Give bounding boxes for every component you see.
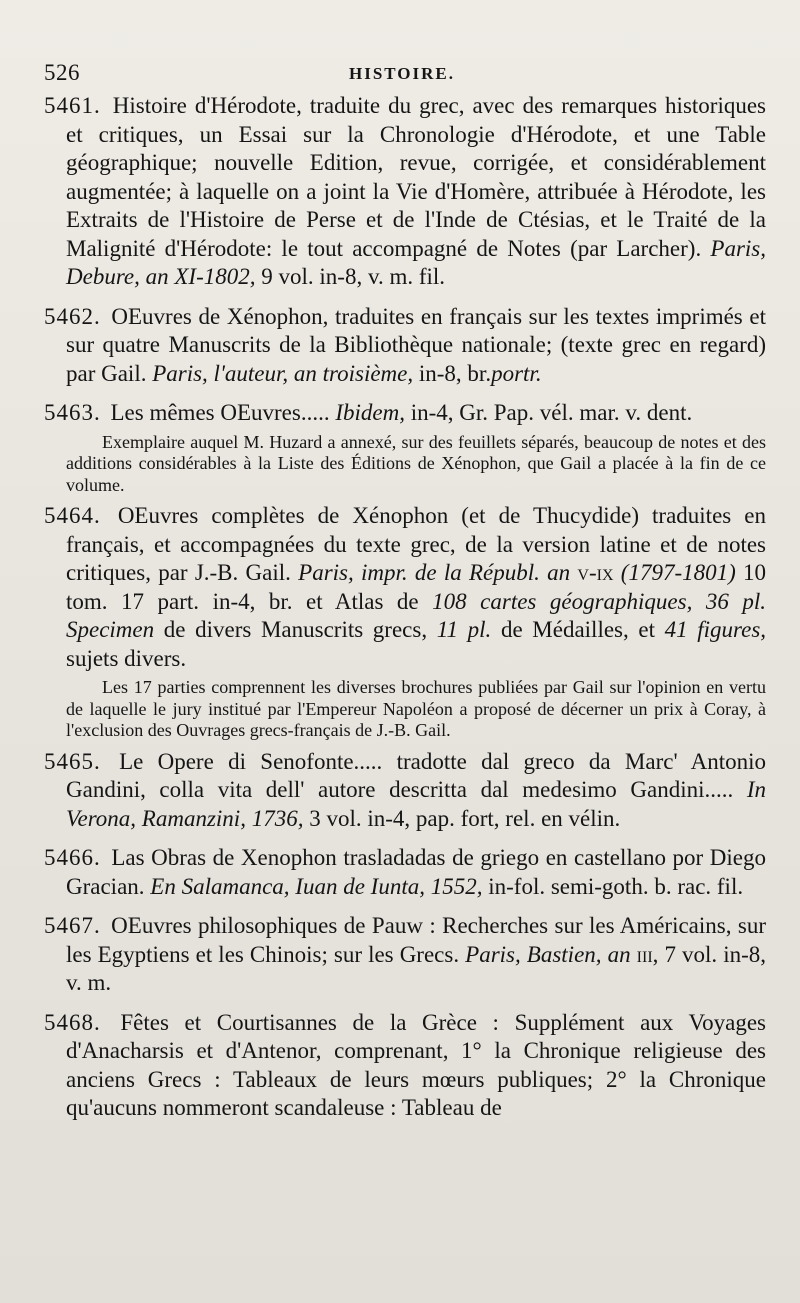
entry-imprint: Ibidem,	[335, 400, 405, 425]
running-head: HISTOIRE.	[348, 64, 456, 83]
entry-number: 5467.	[44, 913, 101, 938]
entry-text: OEuvres de Xénophon, traduites en français sur les textes imprimés et sur quatre Manuscrits de la Bibliothèque nationale; (texte grec en regard) par Gail.	[66, 303, 766, 386]
entry-number: 5461.	[44, 93, 101, 118]
catalogue-entry-5468	[44, 1009, 766, 1123]
entry-number: 5468.	[44, 1009, 101, 1035]
entry-note-5463: Exemplaire auquel M. Huzard a annexé, sur des feuillets séparés, beaucoup de notes et des additions considérables à la Liste des Éditions de Xénophon, que Gail a placée à la fin de ce volume.	[66, 431, 766, 495]
catalogue-entry-5463	[44, 399, 766, 428]
catalogue-entry-5466	[44, 844, 766, 901]
catalogue-entry-5467	[44, 912, 766, 998]
entry-text: Fêtes et Courtisannes de la Grèce : Supplément aux Voyages d'Anacharsis et d'Antenor, comprenant, 1° la Chronique religieuse des anciens Grecs : Tableaux de leurs mœurs publiques; 2° la Chronique qu'aucuns nommeront scandaleuse : Tableau de	[66, 1009, 766, 1120]
entry-format: 7 vol. in-8, v. m.	[66, 941, 767, 995]
entry-atlas: 108 cartes géographiques, 36 pl. Specimen	[66, 588, 766, 642]
page-header	[44, 60, 760, 90]
entry-format: in-fol. semi-goth. b. rac. fil.	[488, 873, 744, 899]
entry-text: Le Opere di Senofonte..... tradotte dal greco da Marc' Antonio Gandini, colla vita dell' autore descritta dal medesimo Gandini.....	[66, 748, 767, 802]
entry-year-republican: v-ix	[577, 560, 614, 585]
page-number: 526	[44, 60, 80, 85]
entry-figures: 41 figures,	[664, 617, 767, 642]
entry-year-gregorian: (1797-1801)	[620, 560, 736, 585]
catalogue-entry-5464	[44, 502, 766, 673]
entry-plates: 11 pl.	[436, 617, 492, 642]
entry-number: 5464.	[44, 503, 101, 528]
entry-number: 5462.	[44, 303, 101, 329]
entry-format: in-4, Gr. Pap. vél. mar. v. dent.	[410, 400, 693, 425]
entry-imprint: Paris, Debure, an XI-1802,	[66, 235, 766, 289]
entry-number: 5465.	[44, 748, 101, 774]
entry-format-italic: portr.	[491, 360, 542, 386]
entry-text: Histoire d'Hérodote, traduite du grec, avec des remarques historiques et critiques, un Essai sur la Chronologie d'Hérodote, et une Table géographique; nouvelle Edition, revue, corrigée, et considérablement augmentée; à laquelle on a joint la Vie d'Homère, attribuée à Hérodote, les Extraits de l'Histoire de Perse et de l'Inde de Ctésias, et le Traité de la Malignité d'Hérodote: le tout accompagné de Notes (par Larcher).	[66, 93, 766, 261]
entry-year-republican: iii,	[636, 941, 659, 967]
entry-subjects: sujets divers.	[66, 645, 187, 671]
entry-number: 5466.	[44, 845, 101, 870]
entry-manuscripts: de divers Manuscrits grecs,	[163, 617, 428, 642]
entry-number: 5463.	[44, 400, 101, 425]
entry-imprint: Paris, impr. de la Républ. an	[298, 560, 571, 585]
catalogue-entry-5461	[44, 92, 766, 292]
entry-imprint: Paris, l'auteur, an troisième,	[152, 360, 414, 386]
entry-text: Las Obras de Xenophon trasladadas de griego en castellano por Diego Gracian.	[66, 845, 767, 899]
entry-text: OEuvres philosophiques de Pauw : Recherches sur les Américains, sur les Egyptiens et les Chinois; sur les Grecs.	[66, 913, 766, 967]
catalogue-entries	[44, 92, 766, 1123]
entry-note-5464: Les 17 parties comprennent les diverses brochures publiées par Gail sur l'opinion en vertu de laquelle le jury institué par l'Empereur Napoléon a proposé de décerner un prix à Coray, à l'exclusion des Ouvrages grecs-français de J.-B. Gail.	[66, 677, 766, 740]
entry-format: 10 tom. 17 part. in-4, br. et Atlas de	[66, 560, 767, 614]
catalogue-entry-5462	[44, 303, 766, 389]
entry-text: Les mêmes OEuvres.....	[110, 400, 330, 425]
entry-imprint: En Salamanca, Iuan de Iunta, 1552,	[150, 873, 483, 899]
entry-format: 3 vol. in-4, pap. fort, rel. en vélin.	[309, 805, 621, 831]
entry-medals: de Médailles, et	[500, 617, 655, 642]
catalogue-entry-5465	[44, 748, 766, 834]
entry-text: OEuvres complètes de Xénophon (et de Thucydide) traduites en français, et accompagnées du texte grec, de la version latine et de notes critiques, par J.-B. Gail.	[66, 503, 766, 585]
entry-imprint: Paris, Bastien, an	[465, 941, 631, 967]
entry-format: 9 vol. in-8, v. m. fil.	[261, 264, 446, 289]
entry-format: in-8, br.	[418, 360, 492, 386]
entry-imprint: In Verona, Ramanzini, 1736,	[66, 777, 766, 831]
